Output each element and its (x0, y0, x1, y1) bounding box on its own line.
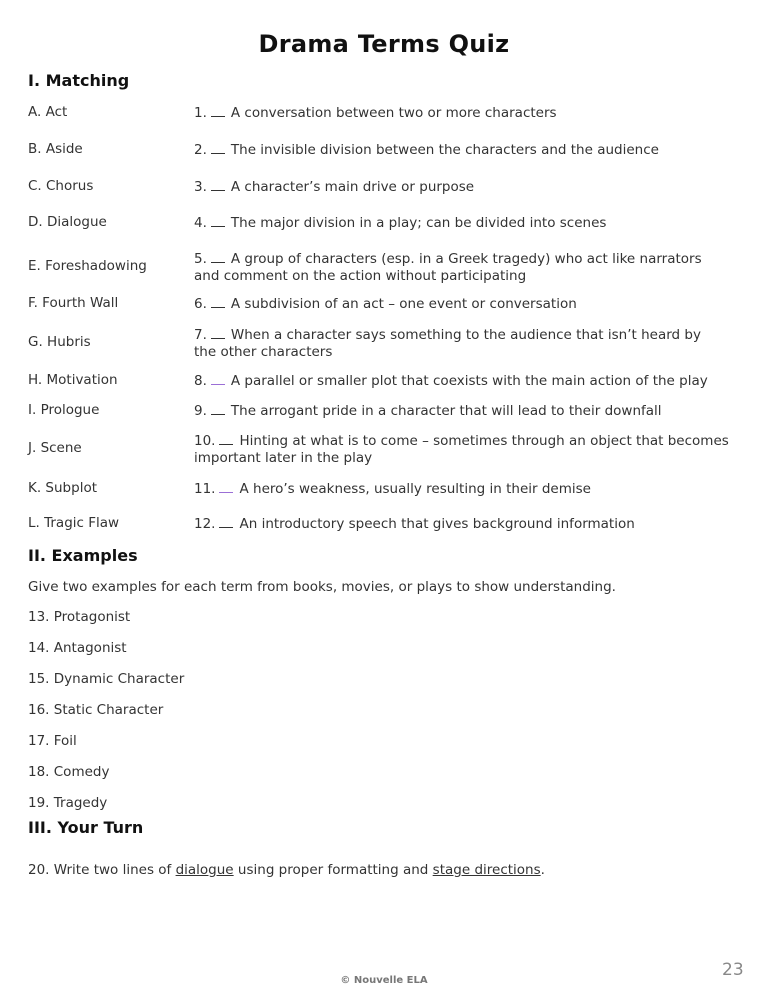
definition-number: 12. (194, 516, 216, 532)
definition-text: The major division in a play; can be divided into scenes (230, 215, 607, 231)
definition-text: An introductory speech that gives background information (239, 516, 635, 532)
definition-number: 8. (194, 373, 207, 389)
term-label: D. Dialogue (28, 214, 107, 230)
example-term: 15. Dynamic Character (28, 671, 185, 687)
answer-blank[interactable] (219, 515, 233, 528)
definition-number: 1. (194, 105, 207, 121)
definition-item (194, 214, 606, 232)
example-term: 16. Static Character (28, 702, 164, 718)
prompt-text: 20. Write two lines of (28, 862, 176, 878)
answer-blank[interactable] (211, 178, 225, 191)
definition-text: Hinting at what is to come – sometimes through an object that becomes (239, 433, 729, 449)
term-label: K. Subplot (28, 480, 98, 496)
answer-blank[interactable] (211, 295, 225, 308)
definition-text: The invisible division between the characters and the audience (230, 142, 659, 158)
term-label: H. Motivation (28, 372, 118, 388)
definition-text: A subdivision of an act – one event or conversation (230, 296, 577, 312)
definition-text-cont: important later in the play (194, 450, 373, 466)
definition-text-cont: and comment on the action without participating (194, 268, 527, 284)
term-label: B. Aside (28, 141, 83, 157)
definition-text: A conversation between two or more characters (230, 105, 557, 121)
definition-text: A group of characters (esp. in a Greek tragedy) who act like narrators (230, 251, 702, 267)
term-label: C. Chorus (28, 178, 94, 194)
example-term: 13. Protagonist (28, 609, 131, 625)
answer-blank[interactable] (211, 326, 225, 339)
prompt-text: using proper formatting and (233, 862, 433, 878)
definition-number: 10. (194, 433, 216, 449)
definition-item (194, 402, 662, 420)
example-term: 14. Antagonist (28, 640, 127, 656)
definition-text: A parallel or smaller plot that coexists with the main action of the play (230, 373, 708, 389)
section-heading-examples: II. Examples (28, 546, 138, 565)
examples-instructions: Give two examples for each term from books, movies, or plays to show understanding. (28, 579, 616, 595)
definition-number: 3. (194, 179, 207, 195)
definition-text: A character’s main drive or purpose (230, 179, 475, 195)
term-label: J. Scene (28, 440, 82, 456)
definition-number: 5. (194, 251, 207, 267)
answer-blank[interactable] (211, 250, 225, 263)
your-turn-prompt (28, 862, 545, 879)
term-label: L. Tragic Flaw (28, 515, 120, 531)
definition-item (194, 372, 708, 390)
definition-item (194, 295, 577, 313)
definition-item (194, 432, 729, 467)
footer-copyright: © Nouvelle ELA (340, 975, 428, 986)
definition-number: 2. (194, 142, 207, 158)
example-term: 18. Comedy (28, 764, 110, 780)
definition-item (194, 178, 474, 196)
definition-number: 7. (194, 327, 207, 343)
term-label: I. Prologue (28, 402, 100, 418)
answer-blank[interactable] (219, 432, 233, 445)
definition-item (194, 480, 591, 498)
definition-text: When a character says something to the audience that isn’t heard by (230, 327, 701, 343)
page-title: Drama Terms Quiz (258, 30, 510, 58)
definition-number: 9. (194, 403, 207, 419)
answer-blank[interactable] (211, 214, 225, 227)
definition-text: The arrogant pride in a character that will lead to their downfall (230, 403, 662, 419)
answer-blank[interactable] (211, 141, 225, 154)
term-label: E. Foreshadowing (28, 258, 147, 274)
definition-number: 4. (194, 215, 207, 231)
definition-text-cont: the other characters (194, 344, 333, 360)
definition-item (194, 515, 635, 533)
section-heading-your-turn: III. Your Turn (28, 818, 144, 837)
definition-item (194, 250, 702, 285)
definition-number: 6. (194, 296, 207, 312)
answer-blank[interactable] (211, 372, 225, 385)
section-heading-matching: I. Matching (28, 71, 130, 90)
definition-item (194, 326, 701, 361)
term-label: A. Act (28, 104, 68, 120)
stage-directions-term: stage directions (432, 862, 541, 878)
example-term: 19. Tragedy (28, 795, 108, 811)
definition-item (194, 141, 659, 159)
definition-text: A hero’s weakness, usually resulting in their demise (239, 481, 591, 497)
term-label: F. Fourth Wall (28, 295, 119, 311)
page-number: 23 (722, 960, 744, 980)
term-label: G. Hubris (28, 334, 91, 350)
answer-blank[interactable] (211, 104, 225, 117)
definition-item (194, 104, 557, 122)
definition-number: 11. (194, 481, 216, 497)
prompt-text: . (540, 862, 545, 878)
answer-blank[interactable] (211, 402, 225, 415)
answer-blank[interactable] (219, 480, 233, 493)
dialogue-term: dialogue (175, 862, 234, 878)
example-term: 17. Foil (28, 733, 77, 749)
